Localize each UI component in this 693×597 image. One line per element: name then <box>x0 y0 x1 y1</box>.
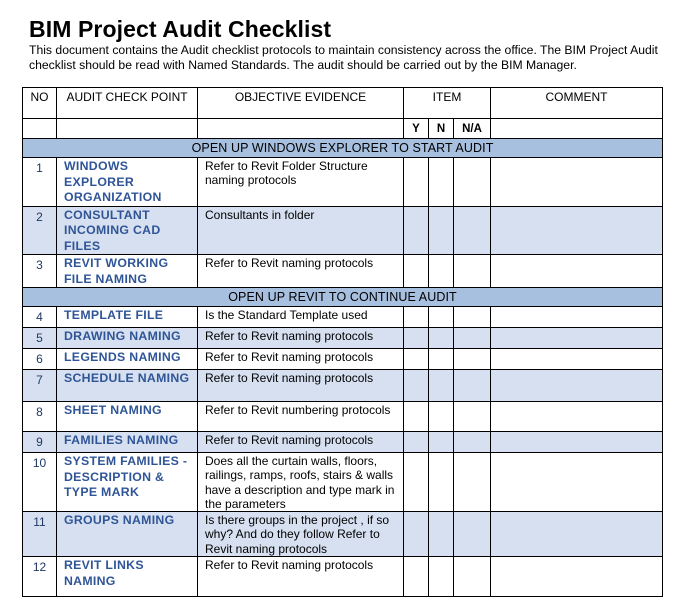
cell-n[interactable] <box>429 158 454 207</box>
row-check-point: WINDOWS EXPLORER ORGANIZATION <box>57 158 198 207</box>
table-row <box>23 349 663 370</box>
section-title: OPEN UP WINDOWS EXPLORER TO START AUDIT <box>23 139 663 158</box>
row-number: 2 <box>23 206 57 255</box>
subheader-empty <box>491 119 663 139</box>
document-title: BIM Project Audit Checklist <box>29 16 332 42</box>
cell-n[interactable] <box>429 453 454 512</box>
row-evidence: Refer to Revit naming protocols <box>198 255 404 288</box>
row-check-point: FAMILIES NAMING <box>57 432 198 453</box>
header-evidence: OBJECTIVE EVIDENCE <box>198 88 404 119</box>
cell-comment[interactable] <box>491 158 663 207</box>
row-number: 11 <box>23 512 57 557</box>
audit-checklist-table <box>22 87 663 597</box>
row-check-point: SCHEDULE NAMING <box>57 370 198 402</box>
row-number: 8 <box>23 402 57 432</box>
table-row <box>23 402 663 432</box>
cell-n[interactable] <box>429 370 454 402</box>
cell-comment[interactable] <box>491 255 663 288</box>
cell-na[interactable] <box>454 557 491 597</box>
cell-comment[interactable] <box>491 370 663 402</box>
cell-n[interactable] <box>429 206 454 255</box>
row-number: 10 <box>23 453 57 512</box>
header-comment: COMMENT <box>491 88 663 119</box>
row-check-point: CONSULTANT INCOMING CAD FILES <box>57 206 198 255</box>
row-evidence: Is there groups in the project , if so why? And do they follow Refer to Revit naming protocols <box>198 512 404 557</box>
cell-comment[interactable] <box>491 402 663 432</box>
table-row <box>23 328 663 349</box>
table-row <box>23 370 663 402</box>
table-row <box>23 557 663 597</box>
cell-n[interactable] <box>429 432 454 453</box>
cell-na[interactable] <box>454 158 491 207</box>
cell-n[interactable] <box>429 512 454 557</box>
row-check-point: GROUPS NAMING <box>57 512 198 557</box>
row-check-point: SYSTEM FAMILIES -DESCRIPTION & TYPE MARK <box>57 453 198 512</box>
cell-y[interactable] <box>404 432 429 453</box>
row-evidence: Refer to Revit numbering protocols <box>198 402 404 432</box>
intro-paragraph: This document contains the Audit checklist protocols to maintain consistency across the office. The BIM Project Audit checklist should be read with Named Standards. The audit should be carried out by the BIM Manager. <box>29 43 658 72</box>
section-row <box>23 139 663 158</box>
cell-comment[interactable] <box>491 512 663 557</box>
cell-na[interactable] <box>454 370 491 402</box>
cell-n[interactable] <box>429 349 454 370</box>
cell-comment[interactable] <box>491 349 663 370</box>
cell-n[interactable] <box>429 307 454 328</box>
row-check-point: REVIT LINKS NAMING <box>57 557 198 597</box>
cell-na[interactable] <box>454 307 491 328</box>
cell-na[interactable] <box>454 328 491 349</box>
header-check-point: AUDIT CHECK POINT <box>57 88 198 119</box>
row-evidence: Does all the curtain walls, floors, railings, ramps, roofs, stairs & walls have a description and type mark in the parameters <box>198 453 404 512</box>
cell-na[interactable] <box>454 206 491 255</box>
cell-comment[interactable] <box>491 206 663 255</box>
cell-comment[interactable] <box>491 432 663 453</box>
cell-na[interactable] <box>454 453 491 512</box>
cell-na[interactable] <box>454 512 491 557</box>
subheader-y: Y <box>404 119 429 139</box>
table-row <box>23 206 663 255</box>
subheader-empty <box>57 119 198 139</box>
row-check-point: LEGENDS NAMING <box>57 349 198 370</box>
cell-n[interactable] <box>429 402 454 432</box>
header-item: ITEM <box>404 88 491 119</box>
cell-n[interactable] <box>429 255 454 288</box>
cell-comment[interactable] <box>491 557 663 597</box>
table-row <box>23 158 663 207</box>
row-number: 9 <box>23 432 57 453</box>
cell-y[interactable] <box>404 557 429 597</box>
row-evidence: Refer to Revit naming protocols <box>198 557 404 597</box>
cell-y[interactable] <box>404 402 429 432</box>
row-check-point: TEMPLATE FILE <box>57 307 198 328</box>
row-number: 1 <box>23 158 57 207</box>
row-evidence: Refer to Revit naming protocols <box>198 349 404 370</box>
section-row <box>23 288 663 307</box>
table-row <box>23 255 663 288</box>
cell-y[interactable] <box>404 206 429 255</box>
table-row <box>23 453 663 512</box>
header-row <box>23 88 663 119</box>
header-no: NO <box>23 88 57 119</box>
subheader-empty <box>198 119 404 139</box>
cell-y[interactable] <box>404 370 429 402</box>
row-evidence: Refer to Revit naming protocols <box>198 432 404 453</box>
section-title: OPEN UP REVIT TO CONTINUE AUDIT <box>23 288 663 307</box>
row-number: 4 <box>23 307 57 328</box>
row-evidence: Refer to Revit Folder Structure naming protocols <box>198 158 404 207</box>
row-check-point: DRAWING NAMING <box>57 328 198 349</box>
table-row <box>23 307 663 328</box>
cell-y[interactable] <box>404 255 429 288</box>
cell-n[interactable] <box>429 328 454 349</box>
cell-comment[interactable] <box>491 453 663 512</box>
cell-comment[interactable] <box>491 307 663 328</box>
row-number: 7 <box>23 370 57 402</box>
cell-na[interactable] <box>454 349 491 370</box>
row-number: 5 <box>23 328 57 349</box>
row-number: 12 <box>23 557 57 597</box>
row-check-point: SHEET NAMING <box>57 402 198 432</box>
row-evidence: Refer to Revit naming protocols <box>198 328 404 349</box>
subheader-row <box>23 119 663 139</box>
cell-y[interactable] <box>404 158 429 207</box>
subheader-empty <box>23 119 57 139</box>
cell-y[interactable] <box>404 512 429 557</box>
table-row <box>23 512 663 557</box>
subheader-n: N <box>429 119 454 139</box>
cell-y[interactable] <box>404 349 429 370</box>
row-check-point: REVIT WORKING FILE NAMING <box>57 255 198 288</box>
row-number: 6 <box>23 349 57 370</box>
subheader-na: N/A <box>454 119 491 139</box>
row-evidence: Refer to Revit naming protocols <box>198 370 404 402</box>
row-evidence: Consultants in folder <box>198 206 404 255</box>
cell-y[interactable] <box>404 328 429 349</box>
cell-y[interactable] <box>404 307 429 328</box>
cell-na[interactable] <box>454 255 491 288</box>
table-row <box>23 432 663 453</box>
cell-y[interactable] <box>404 453 429 512</box>
row-evidence: Is the Standard Template used <box>198 307 404 328</box>
cell-na[interactable] <box>454 432 491 453</box>
cell-na[interactable] <box>454 402 491 432</box>
cell-n[interactable] <box>429 557 454 597</box>
cell-comment[interactable] <box>491 328 663 349</box>
row-number: 3 <box>23 255 57 288</box>
